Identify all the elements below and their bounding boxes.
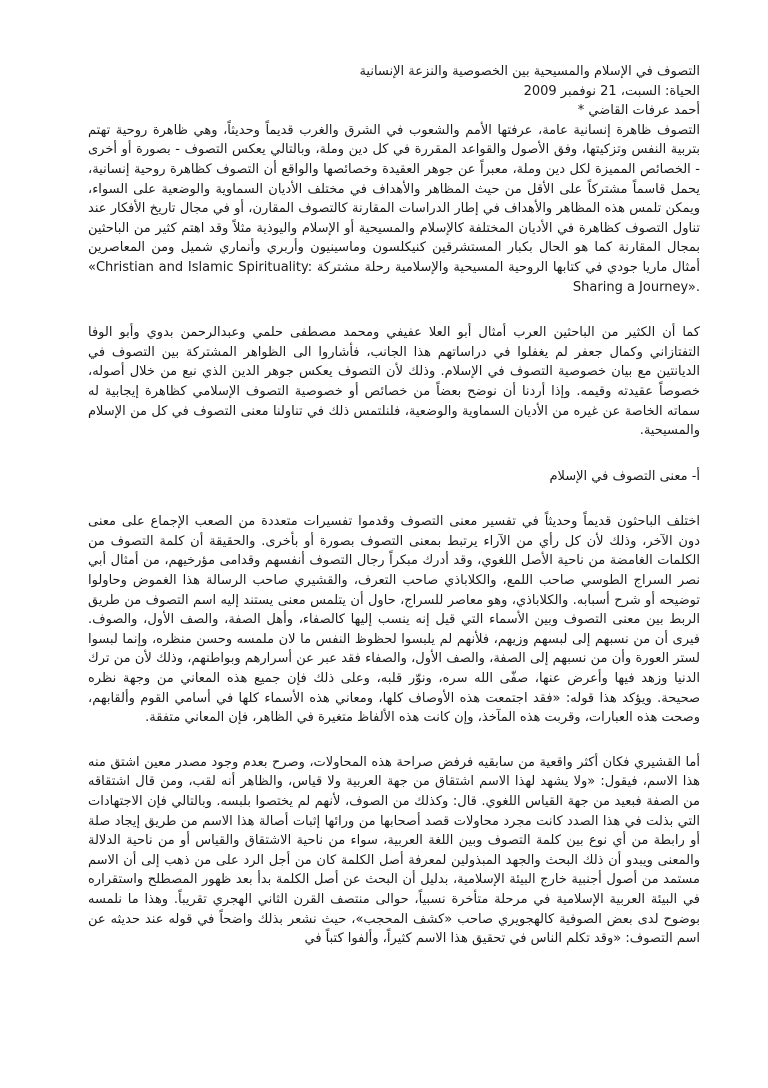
author-name: أحمد عرفات القاضي * [577,103,700,119]
paragraph-1 [88,121,700,297]
article-body [88,62,700,949]
source-line: الحياة: السبت، 21 نوفمبر 2009 [523,83,700,99]
paragraph-4: أما القشيري فكان أكثر واقعية من سابقيه فرفض صراحة هذه المحاولات، وصرح بعدم وجود مصدر معين اشتق منه هذا الاسم، فيقول: «ولا يشهد لهذا الاسم اشتقاق من جهة العربية ولا قياس، والظاهر أنه لقب، ومن قال اشتقاقه من الصفة فبعيد من جهة القياس اللغوي. قال: وكذلك من الصوف، لأنهم لم يختصوا بلبسه. وبالتالي فإن الاجتهادات التي بذلت في هذا الصدد كانت مجرد محاولات قصد أصحابها من ورائها إثبات أصالة هذا الاسم من طريق إيجاد صلة أو رابطة من أي نوع بين كلمة التصوف وبين اللغة العربية، سواء من ناحية الاشتقاق والقياس أو من ناحية الدلالة والمعنى ويبدو أن ذلك البحث والجهد المبذولين لمعرفة أصل الكلمة كان من أجل الرد على من ذهب إلى أن الاسم مستمد من أصول أجنبية خارج البيئة الإسلامية، بدليل أن البحث عن أصل الكلمة بدأ بعد ظهور المصطلح واستقراره في البيئة العربية الإسلامية في مرحلة متأخرة نسبياً، حوالى منتصف القرن الثاني الهجري تقريباً. وهذا ما نلمسه بوضوح لدى بعض الصوفية كالهجويري صاحب «كشف المحجب»، حيث نشعر بذلك واضحاً في قوله عند حديثه عن اسم التصوف: «وقد تكلم الناس في تحقيق هذا الاسم كثيراً، وألفوا كتباً في [88,754,700,947]
section-heading: أ- معنى التصوف في الإسلام [549,468,700,484]
paragraph-1-text: التصوف ظاهرة إنسانية عامة، عرفتها الأمم والشعوب في الشرق والغرب قديماً وحديثاً، وهي ظاهرة روحية تهتم بتربية النفس وتزكيتها، وفق الأصول والقواعد المقررة في كل دين وملة، وبالتالي يعكس التصوف - بصورة أو أخرى - الخصائص المميزة لكل دين وملة، معبراً عن جوهر العقيدة وخصائصها والواقع أن التصوف كظاهرة روحية إنسانية، يحمل قاسماً مشتركاً على الأقل من حيث المظاهر والأهداف في مختلف الأديان السماوية والوضعية على السواء، ويمكن تلمس هذه المظاهر والأهداف في إطار الدراسات المقارنة كالتصوف المقارن، أو في مجال تاريخ الأفكار عند تناول التصوف كظاهرة في الأديان المختلفة كالإسلام والمسيحية أو الإسلام واليوذية مثلاً وقد اهتم كثير من الباحثين بمجال المقارنة كما هو الحال بكبار المستشرقين كنيكلسون وماسينيون وأربري وأنماري شميل ومن المعاصرين أمثال ماريا جودي في كتابها الروحية المسيحية والإسلامية رحلة مشتركة [88,122,701,275]
paragraph-2: كما أن الكثير من الباحثين العرب أمثال أبو العلا عفيفي ومحمد مصطفى حلمي وعبدالرحمن بدوي وأبو الوفا التفتازاني وكمال جعفر لم يغفلوا في دراساتهم هذا الجانب، فأشاروا الى الظواهر المشتركة بين التصوف في الديانتين مع بيان خصوصية التصوف في الإسلام. وذلك لأن التصوف يعكس جوهر الدين الذي نبع من خلال أصوله، خصوصاً عقيدته وقيمه. وإذا أردنا أن نوضح بعضاً من خصائص أو خصوصية التصوف الإسلامي كظاهرة إيجابية له سماته الخاصة عن غيره من الأديان السماوية والوضعية، فلنلتمس ذلك في تناولنا معنى التصوف في كل من الإسلام والمسيحية. [88,325,700,439]
article-title: التصوف في الإسلام والمسيحية بين الخصوصية والنزعة الإنسانية [359,64,700,79]
book-title-english: «Christian and Islamic Spirituality: Sharing a Journey». [88,259,700,295]
paragraph-3: اختلف الباحثون قديماً وحديثاً في تفسير معنى التصوف وقدموا تفسيرات متعددة من الصعب الإجماع على معنى دون الآخر، وذلك لأن كل رأي من الآراء يرتبط بمعنى التصوف بصورة أو بأخرى. والحقيقة أن كلمة التصوف من الكلمات الغامضة من ناحية الأصل اللغوي، وقد أدرك مبكراً رجال التصوف أنفسهم وقدامى مؤرخيهم، من أمثال أبي نصر السراج الطوسي صاحب اللمع، والكلاباذي صاحب التعرف، والقشيري صاحب الرسالة هذا الغموض وحاولوا توضيحه أو شرح أسبابه. والكلاباذي، وهو معاصر للسراج، حاول أن يتلمس معنى يستند إليه اسم التصوف من طريق الربط بين معنى التصوف وبين الأسماء التي قيل إنه ينسب إليها كالصفاء، وأهل الصفة، والصف الأول، والصوف. فيرى أن من نسبهم إلى لبسهم وزيهم، فلأنهم لم يلبسوا لحظوظ النفس ما لان ملمسه وحسن منظره، وإنما لبسوا لستر العورة وأن من نسبهم إلى الصفة، والصف الأول، والصفاء فقد عبر عن أسرارهم وبواطنهم، وذلك لأن من ترك الدنيا وزهد فيها وأعرض عنها، صفّى الله سره، ونوّر قلبه، وعلى ذلك فإن جميع هذه المعاني من وجهة نظره صحيحة. ويؤكد هذا قوله: «فقد اجتمعت هذه الأوصاف كلها، ومعاني هذه الأسماء كلها في أسامي القوم وألقابهم، وصحت هذه العبارات، وقربت هذه المآخذ، وإن كانت هذه الألفاظ متغيرة في الظاهر، فإن المعاني متفقة. [88,514,700,726]
